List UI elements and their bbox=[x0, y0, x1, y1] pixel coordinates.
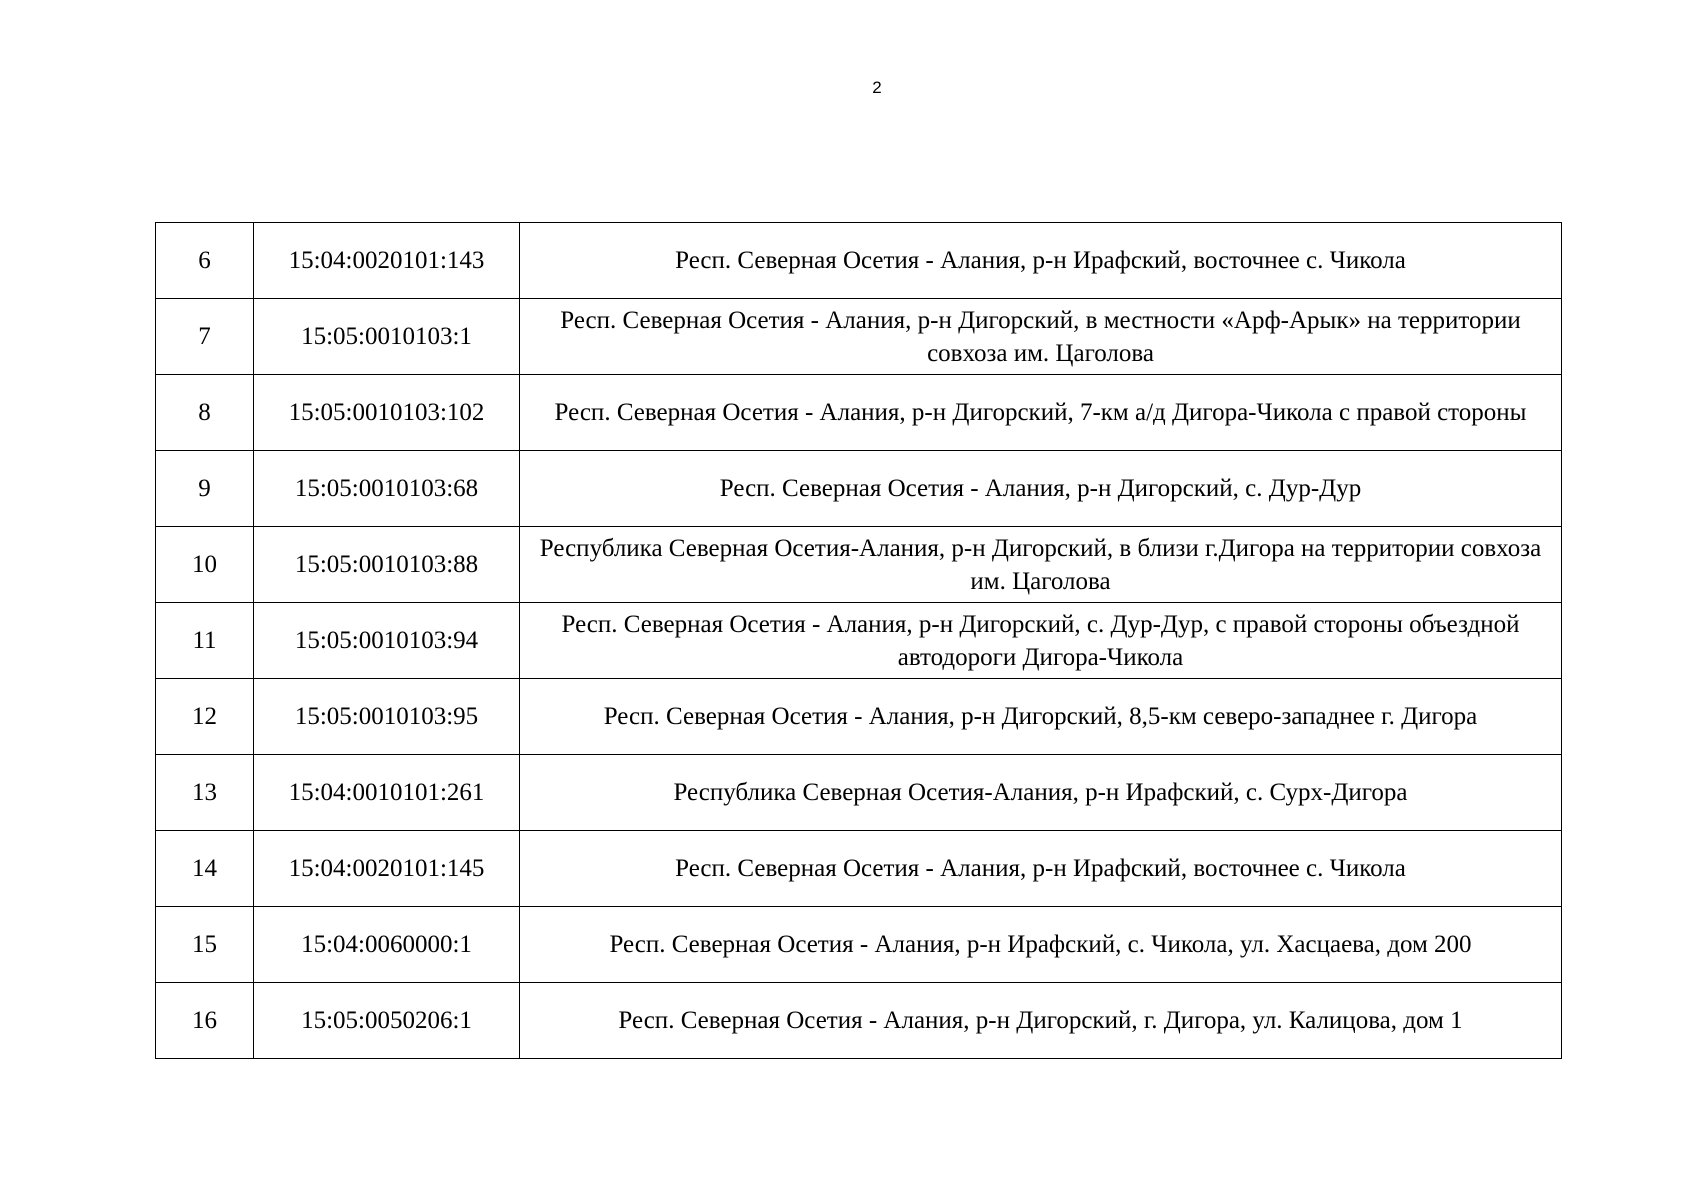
row-number: 6 bbox=[156, 223, 254, 299]
address: Респ. Северная Осетия - Алания, р-н Ирафский, восточнее с. Чикола bbox=[520, 223, 1562, 299]
land-plot-table bbox=[155, 222, 1562, 1059]
address: Респ. Северная Осетия - Алания, р-н Дигорский, в местности «Арф-Арык» на территории совхоза им. Цаголова bbox=[520, 299, 1562, 375]
row-number: 14 bbox=[156, 831, 254, 907]
cadastral-number: 15:05:0010103:95 bbox=[254, 679, 520, 755]
row-number: 12 bbox=[156, 679, 254, 755]
page-number: 2 bbox=[872, 78, 882, 97]
table-row bbox=[156, 679, 1562, 755]
table-row bbox=[156, 223, 1562, 299]
cadastral-number: 15:04:0020101:145 bbox=[254, 831, 520, 907]
cadastral-number: 15:05:0050206:1 bbox=[254, 983, 520, 1059]
address: Респ. Северная Осетия - Алания, р-н Дигорский, 7-км а/д Дигора-Чикола с правой стороны bbox=[520, 375, 1562, 451]
table-row bbox=[156, 603, 1562, 679]
row-number: 15 bbox=[156, 907, 254, 983]
table-row bbox=[156, 831, 1562, 907]
cadastral-number: 15:05:0010103:68 bbox=[254, 451, 520, 527]
address: Респ. Северная Осетия - Алания, р-н Дигорский, г. Дигора, ул. Калицова, дом 1 bbox=[520, 983, 1562, 1059]
address: Республика Северная Осетия-Алания, р-н Ирафский, с. Сурх-Дигора bbox=[520, 755, 1562, 831]
address: Респ. Северная Осетия - Алания, р-н Ирафский, с. Чикола, ул. Хасцаева, дом 200 bbox=[520, 907, 1562, 983]
row-number: 8 bbox=[156, 375, 254, 451]
row-number: 11 bbox=[156, 603, 254, 679]
table-row bbox=[156, 299, 1562, 375]
address: Респ. Северная Осетия - Алания, р-н Дигорский, с. Дур-Дур bbox=[520, 451, 1562, 527]
table-row bbox=[156, 375, 1562, 451]
row-number: 10 bbox=[156, 527, 254, 603]
table-row bbox=[156, 755, 1562, 831]
cadastral-number: 15:05:0010103:88 bbox=[254, 527, 520, 603]
cadastral-number: 15:05:0010103:94 bbox=[254, 603, 520, 679]
row-number: 7 bbox=[156, 299, 254, 375]
address: Респ. Северная Осетия - Алания, р-н Дигорский, с. Дур-Дур, с правой стороны объездной автодороги Дигора-Чикола bbox=[520, 603, 1562, 679]
row-number: 13 bbox=[156, 755, 254, 831]
cadastral-number: 15:04:0020101:143 bbox=[254, 223, 520, 299]
cadastral-number: 15:05:0010103:1 bbox=[254, 299, 520, 375]
cadastral-number: 15:04:0010101:261 bbox=[254, 755, 520, 831]
address: Респ. Северная Осетия - Алания, р-н Ирафский, восточнее с. Чикола bbox=[520, 831, 1562, 907]
row-number: 9 bbox=[156, 451, 254, 527]
table-row bbox=[156, 527, 1562, 603]
cadastral-number: 15:05:0010103:102 bbox=[254, 375, 520, 451]
table-row bbox=[156, 451, 1562, 527]
table-row bbox=[156, 983, 1562, 1059]
address: Республика Северная Осетия-Алания, р-н Дигорский, в близи г.Дигора на территории совхоза им. Цаголова bbox=[520, 527, 1562, 603]
address: Респ. Северная Осетия - Алания, р-н Дигорский, 8,5-км северо-западнее г. Дигора bbox=[520, 679, 1562, 755]
cadastral-number: 15:04:0060000:1 bbox=[254, 907, 520, 983]
table-row bbox=[156, 907, 1562, 983]
row-number: 16 bbox=[156, 983, 254, 1059]
